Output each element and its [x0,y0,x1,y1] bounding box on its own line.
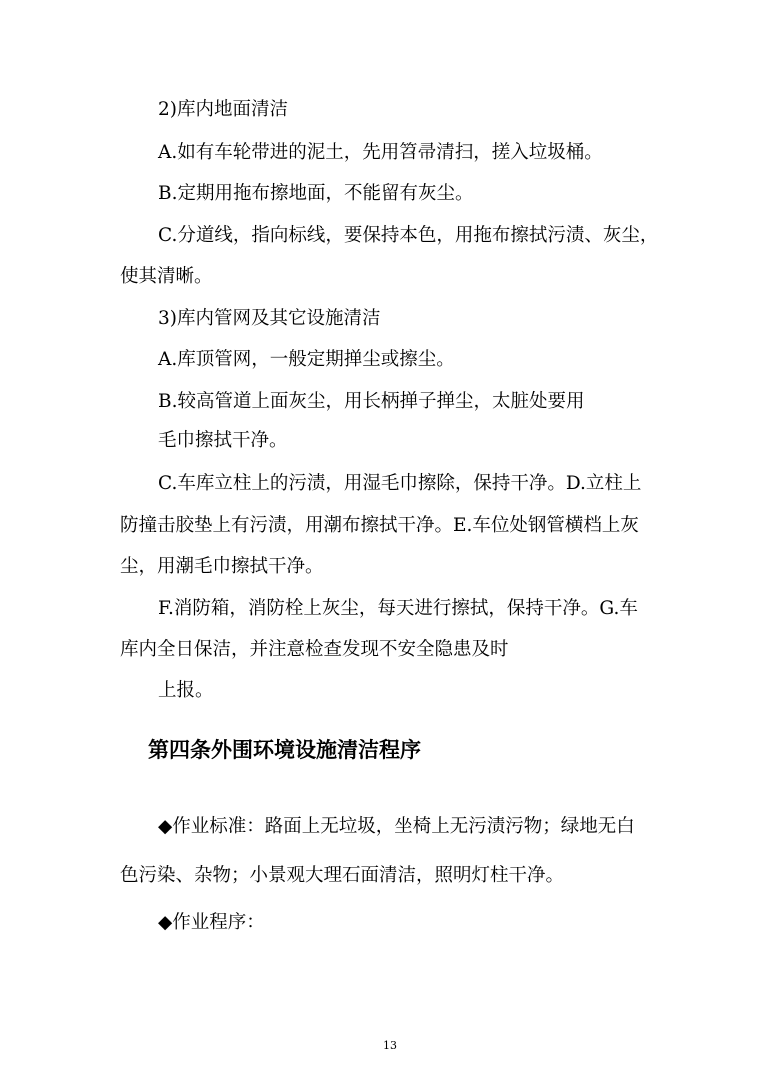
paragraph-line: 毛巾擦拭干净。 [158,430,288,451]
paragraph-line: 上报。 [158,680,214,701]
paragraph-line: C.分道线，指向标线，要保持本色，用拖布擦拭污渍、灰尘， [158,225,659,246]
paragraph-line: 色污染、杂物；小景观大理石面清洁，照明灯柱干净。 [120,865,565,886]
page-number: 13 [383,1039,397,1052]
paragraph-line: A.如有车轮带进的泥土，先用笤帚清扫，搓入垃圾桶。 [158,142,603,163]
paragraph-line: 使其清晰。 [120,266,213,287]
paragraph-line: 库内全日保洁，并注意检查发现不安全隐患及时 [120,639,509,660]
subsection-title: 3)库内管网及其它设施清洁 [158,308,381,329]
paragraph-line: C.车库立柱上的污渍，用湿毛巾擦除，保持干净。D.立柱上 [158,473,642,494]
paragraph-line: B.定期用拖布擦地面，不能留有灰尘。 [158,183,474,204]
paragraph-line: A.库顶管网，一般定期掸尘或擦尘。 [158,349,455,370]
paragraph-line: F.消防箱，消防栓上灰尘，每天进行擦拭，保持干净。G.车 [158,598,638,619]
paragraph-line: 尘，用潮毛巾擦拭干净。 [120,556,324,577]
paragraph-line: ◆作业标准：路面上无垃圾，坐椅上无污渍污物；绿地无白 [158,816,635,837]
paragraph-line: ◆作业程序： [158,912,265,933]
section-heading: 第四条外围环境设施清洁程序 [148,737,421,762]
paragraph-line: 防撞击胶垫上有污渍，用潮布擦拭干净。E.车位处钢管横档上灰 [120,515,639,536]
subsection-title: 2)库内地面清洁 [158,99,288,120]
paragraph-line: B.较高管道上面灰尘，用长柄掸子掸尘，太脏处要用 [158,391,585,412]
